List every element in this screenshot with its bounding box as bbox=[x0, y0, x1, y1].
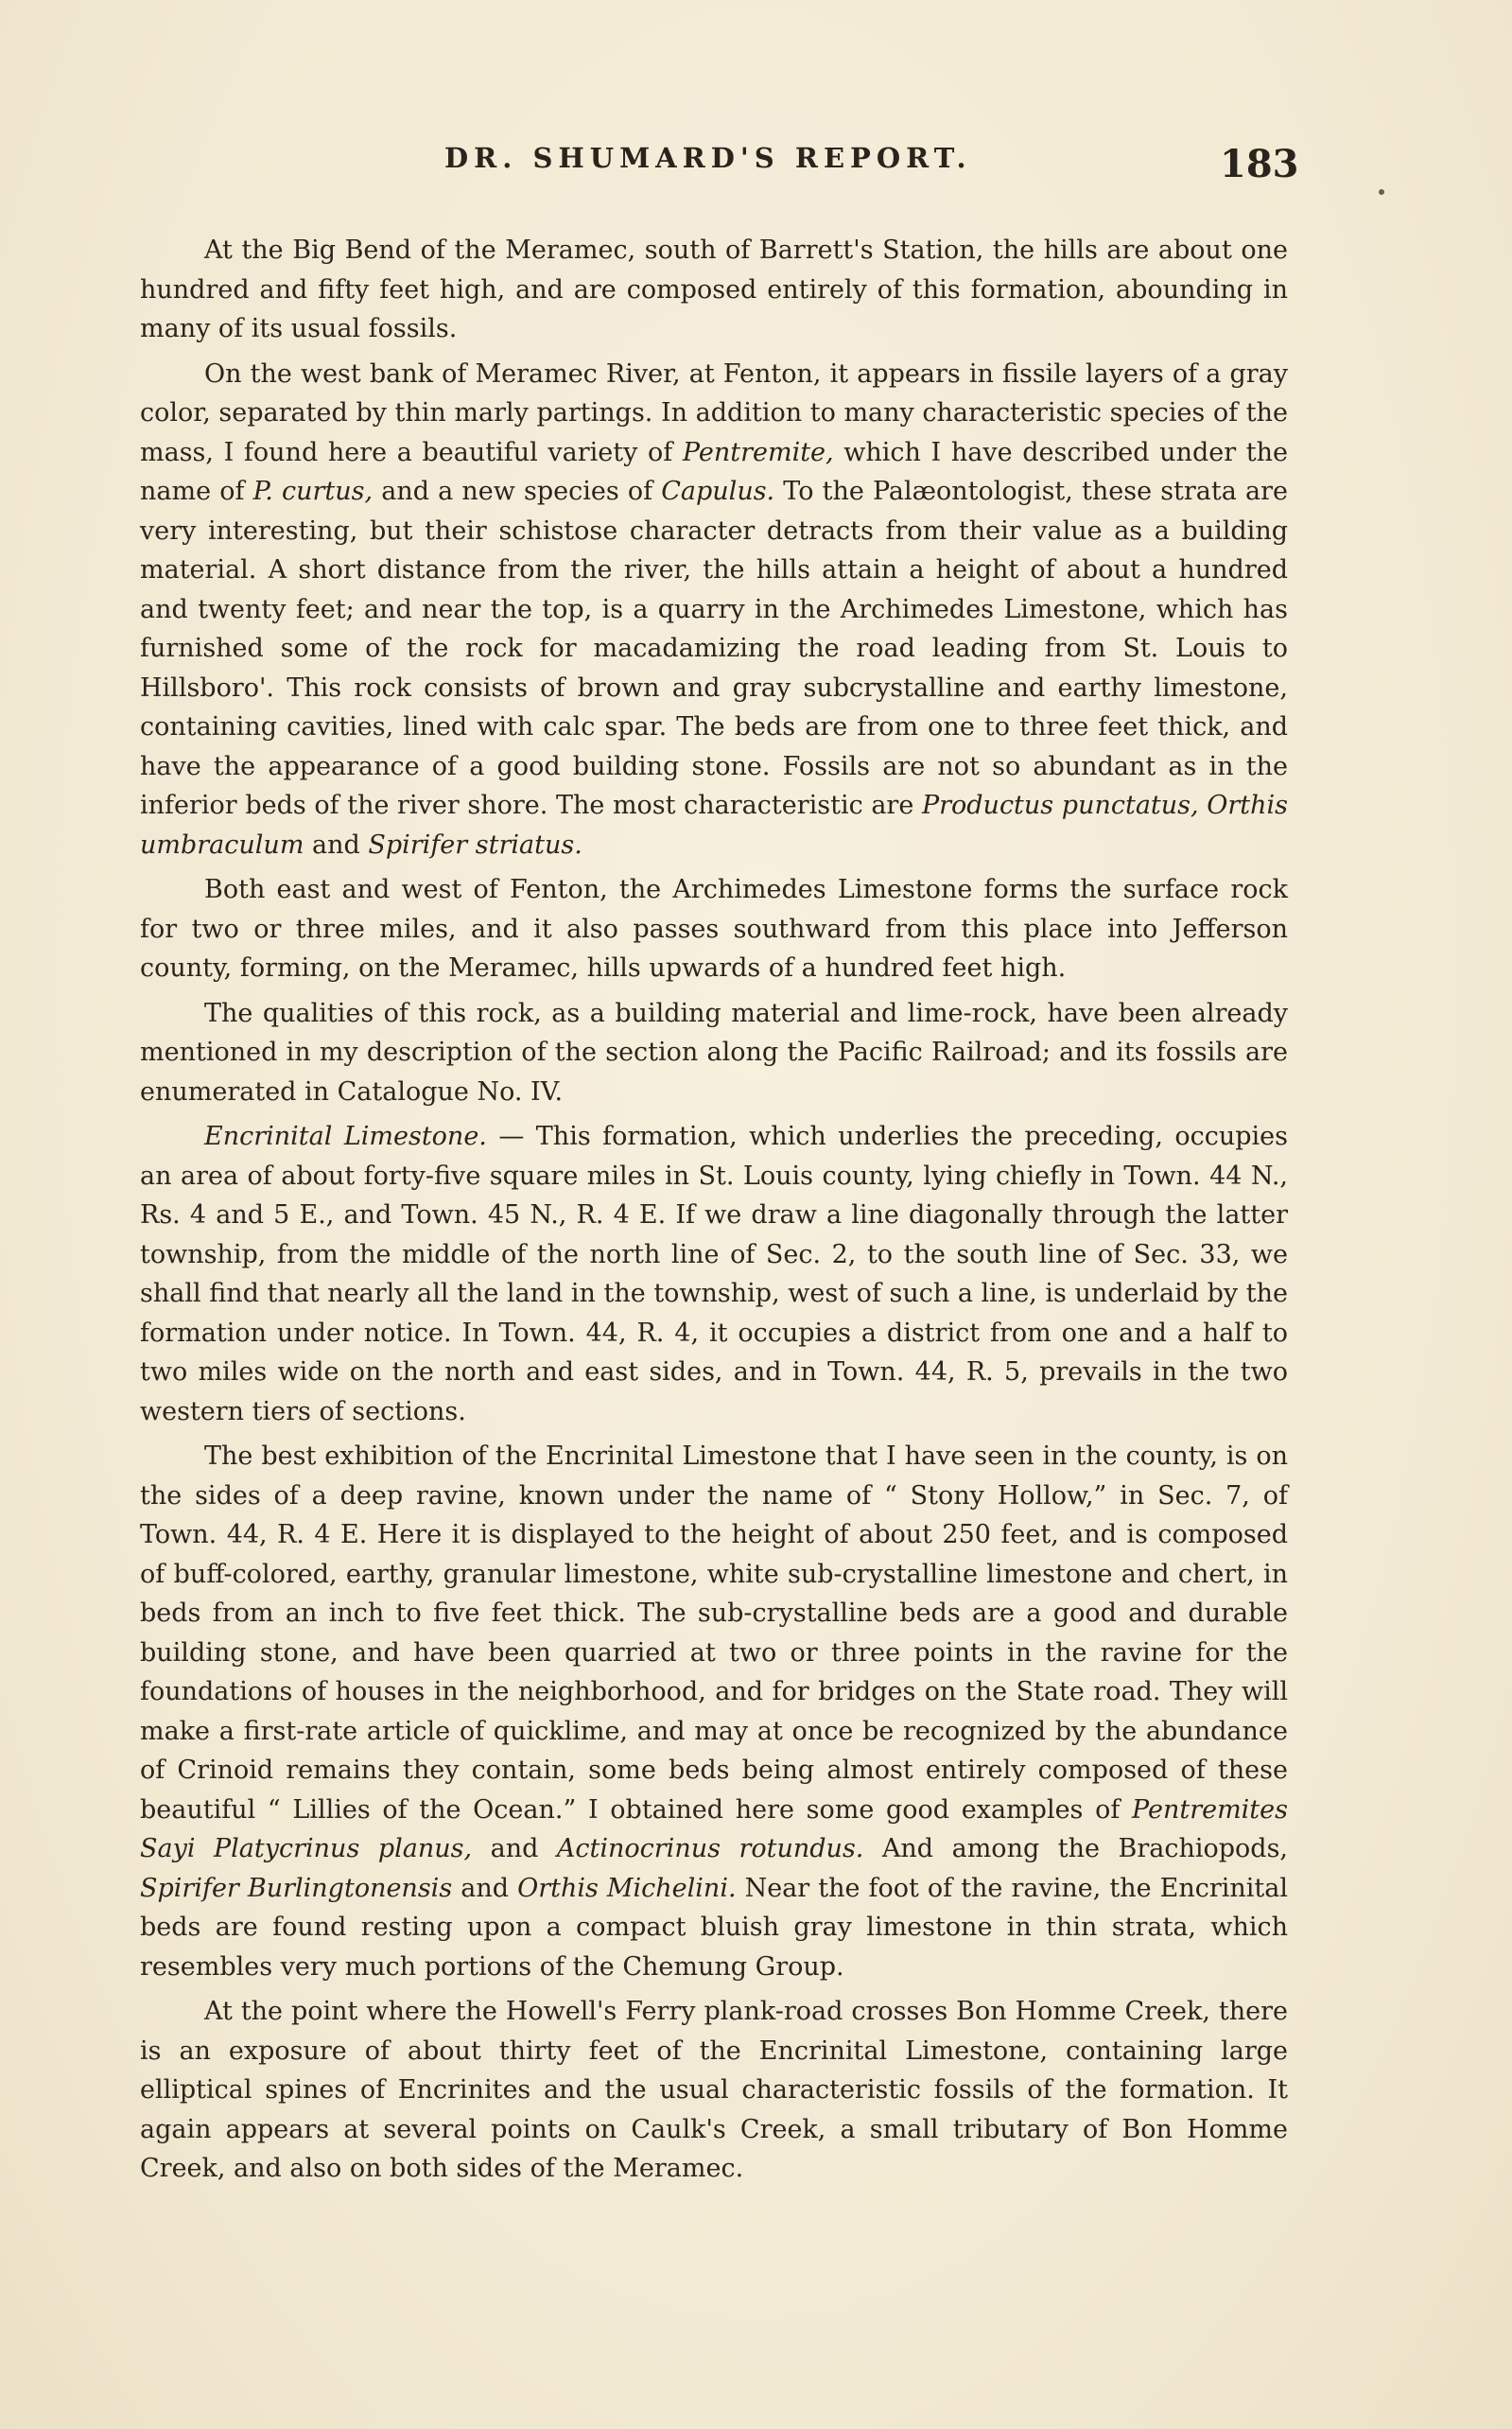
paragraph bbox=[140, 1437, 1288, 1986]
text-run: At the point where the Howell's Ferry plank-road crosses Bon Homme Creek, there is an exposure of about thirty feet of the Encrinital Limestone, containing large elliptical spines of Encrinites and the usual characteristic fossils of the formation. It again appears at several points on Caulk's Creek, a small tributary of Bon Homme Creek, and also on both sides of the Meramec. bbox=[140, 1997, 1288, 2183]
text-run: At the Big Bend of the Meramec, south of Barrett's Station, the hills are about one hundred and fifty feet high, and are composed entirely of this formation, abounding in many of its usual fossils. bbox=[140, 236, 1288, 343]
italic-text-run: Productus punctatus, Orthis umbraculum bbox=[140, 791, 1288, 860]
italic-text-run: Spirifer Burlingtonensis bbox=[140, 1873, 453, 1903]
text-run: Near the foot of the ravine, the Encrinital beds are found resting upon a compact bluish gray limestone in thin strata, which resembles very much portions of the Chemung Group. bbox=[140, 1873, 1288, 1982]
text-run: The best exhibition of the Encrinital Limestone that I have seen in the county, is on the sides of a deep ravine, known under the name of “ Stony Hollow,” in Sec. 7, of Town. 44, R. 4 E. Here it is displayed to the height of about 250 feet, and is composed of buff-colored, earthy, granular limestone, white sub-crystalline limestone and chert, in beds from an inch to five feet thick. The sub-crystalline beds are a good and durable building stone, and have been quarried at two or three points in the ravine for the foundations of houses in the neighborhood, and for bridges on the State road. They will make a first-rate article of quicklime, and may at once be recognized by the abundance of Crinoid remains they contain, some beds being almost entirely composed of these beautiful “ Lillies of the Ocean.” I obtained here some good examples of bbox=[140, 1442, 1288, 1825]
paragraph bbox=[140, 1992, 1288, 2189]
text-run: and bbox=[452, 1873, 518, 1903]
italic-text-run: P. curtus, bbox=[252, 477, 374, 506]
text-run: The qualities of this rock, as a building material and lime-rock, have been already mentioned in my description of the section along the Pacific Railroad; and its fossils are enumerated in Catalogue No. IV. bbox=[140, 998, 1288, 1107]
text-run: which I have described under the name of bbox=[140, 437, 1288, 506]
text-run: Both east and west of Fenton, the Archimedes Limestone forms the surface rock for two or three miles, and it also passes southward from this place into Jefferson county, forming, on the Meramec, hills upwards of a hundred feet high. bbox=[140, 875, 1288, 983]
text-run: and a new species of bbox=[373, 477, 662, 506]
italic-text-run: Capulus. bbox=[661, 477, 775, 506]
italic-text-run: Spirifer striatus. bbox=[368, 830, 582, 860]
text-run: — This formation, which underlies the preceding, occupies an area of about forty-five square miles in St. Louis county, lying chiefly in Town. 44 N., Rs. 4 and 5 E., and Town. 45 N., R. 4 E. If we draw a line diagonally through the latter township, from the middle of the north line of Sec. 2, to the south line of Sec. 33, we shall find that nearly all the land in the township, west of such a line, is underlaid by the formation under notice. In Town. 44, R. 4, it occupies a district from one and a half to two miles wide on the north and east sides, and in Town. 44, R. 5, prevails in the two western tiers of sections. bbox=[140, 1122, 1288, 1426]
text-run: and bbox=[304, 830, 369, 860]
page-number: 183 bbox=[1220, 142, 1299, 186]
ink-speck bbox=[1379, 189, 1384, 195]
paragraph bbox=[140, 231, 1288, 349]
italic-text-run: Pentremites Sayi Platycrinus planus, bbox=[140, 1794, 1288, 1863]
italic-text-run: Encrinital Limestone. bbox=[204, 1122, 487, 1151]
italic-text-run: Orthis Michelini. bbox=[517, 1873, 737, 1903]
text-run: On the west bank of Meramec River, at Fenton, it appears in fissile layers of a gray color, separated by thin marly partings. In addition to many characteristic species of the mass, I found here a beautiful variety of bbox=[140, 358, 1288, 467]
paragraph bbox=[140, 870, 1288, 988]
paragraph bbox=[140, 355, 1288, 865]
paragraph bbox=[140, 994, 1288, 1112]
text-run: To the Palæontologist, these strata are very interesting, but their schistose character detracts from their value as a building material. A short distance from the river, the hills attain a height of about a hundred and twenty feet; and near the top, is a quarry in the Archimedes Limestone, which has furnished some of the rock for macadamizing the road leading from St. Louis to Hillsboro'. This rock consists of brown and gray subcrystalline and earthy limestone, containing cavities, lined with calc spar. The beds are from one to three feet thick, and have the appearance of a good building stone. Fossils are not so abundant as in the inferior beds of the river shore. The most characteristic are bbox=[140, 477, 1288, 820]
body-text bbox=[140, 231, 1288, 2194]
italic-text-run: Pentremite, bbox=[682, 437, 834, 467]
paragraph bbox=[140, 1117, 1288, 1431]
text-run: And among the Brachiopods, bbox=[863, 1834, 1289, 1863]
text-run: and bbox=[472, 1834, 557, 1863]
italic-text-run: Actinocrinus rotundus. bbox=[556, 1834, 864, 1863]
running-title: DR. SHUMARD'S REPORT. bbox=[444, 142, 972, 174]
